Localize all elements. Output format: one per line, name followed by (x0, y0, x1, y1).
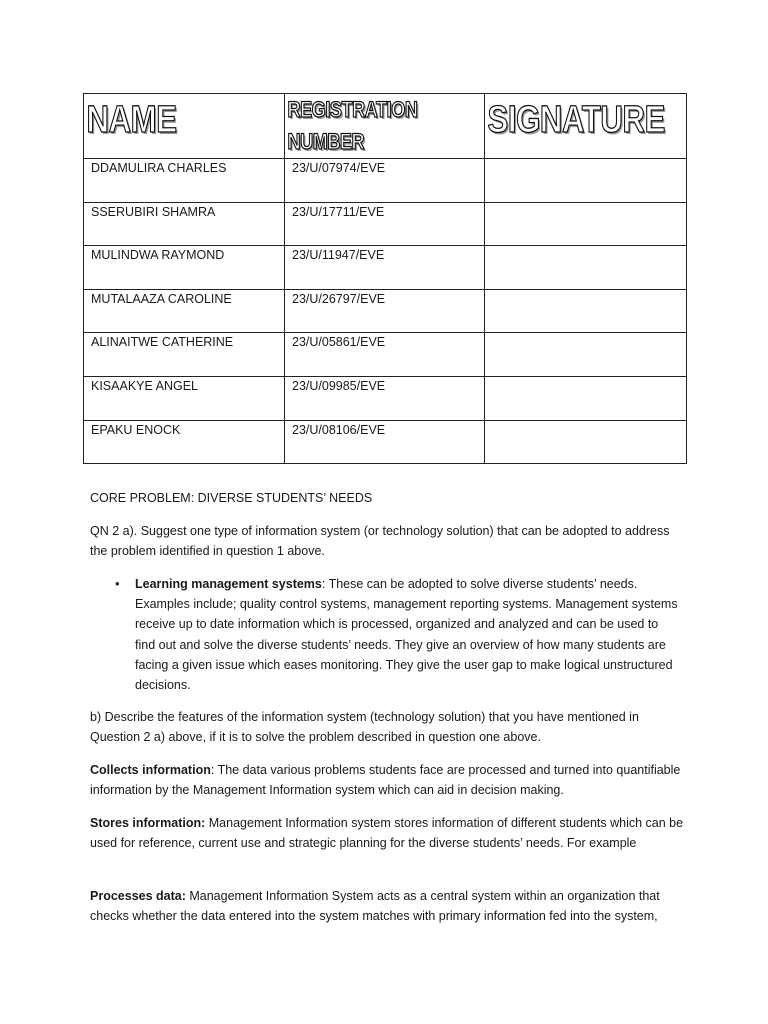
feature-description: Management Information System acts as a central system within an organization that checks whether the data entered into the system matches with primary information fed into the system, (90, 889, 660, 924)
signature-cell (485, 246, 686, 248)
header-name: NAME (86, 99, 177, 141)
feature-description: Management Information system stores information of different students which can be used for reference, current use and strategic planning for the diverse students’ needs. For example (90, 816, 684, 851)
table-row (84, 289, 687, 333)
header-registration-line2: NUMBER (287, 129, 365, 154)
registration-number: 23/U/11947/EVE (292, 248, 385, 263)
table-row (84, 333, 687, 377)
student-name: KISAAKYE ANGEL (91, 378, 198, 393)
table-row (84, 246, 687, 290)
table-row (84, 376, 687, 420)
registration-number: 23/U/05861/EVE (292, 335, 386, 350)
feature-term: Stores information: (90, 816, 206, 830)
bullet-term: Learning management systems (135, 577, 322, 591)
feature-stores-information (90, 813, 690, 853)
question-2a: QN 2 a). Suggest one type of information system (or technology solution) that can be adopted to address the problem identified in question 1 above. (90, 524, 670, 559)
table-row (84, 420, 687, 464)
table-header-row (84, 94, 687, 159)
question-2b: b) Describe the features of the information system (technology solution) that you have mentioned in Question 2 a) above, if it is to solve the problem described in question one above. (90, 710, 639, 745)
bullet-description: : These can be adopted to solve diverse students’ needs. Examples include; quality control systems, management reporting systems. Management systems receive up to date information which is processed, organized and analyzed and can be used to find out and solve the diverse students’ needs. They give an overview of how many students are facing a given issue which eases monitoring. They give the user gap to make logical unstructured decisions. (135, 577, 678, 693)
student-name: DDAMULIRA CHARLES (91, 161, 227, 175)
header-signature-cell (485, 94, 687, 159)
signature-cell (485, 421, 686, 423)
feature-term: Processes data: (90, 889, 186, 903)
feature-description: : The data various problems students face are processed and turned into quantifiable information by the Management Information system which can aid in decision making. (90, 763, 681, 798)
signature-cell (485, 333, 686, 335)
registration-number: 23/U/17711/EVE (292, 204, 385, 219)
signature-cell (485, 203, 686, 205)
student-name: SSERUBIRI SHAMRA (91, 204, 216, 219)
student-name: MULINDWA RAYMOND (91, 248, 225, 263)
signature-cell (485, 377, 686, 379)
bullet-dot: • (115, 576, 120, 591)
table-row (84, 159, 687, 203)
table-row (84, 202, 687, 246)
header-name-cell (84, 94, 285, 159)
core-problem-heading: CORE PROBLEM: DIVERSE STUDENTS’ NEEDS (90, 491, 373, 505)
registration-number: 23/U/07974/EVE (292, 161, 386, 175)
registration-number: 23/U/26797/EVE (292, 291, 386, 306)
signature-cell (485, 290, 686, 292)
header-signature: SIGNATURE (487, 99, 665, 141)
signature-cell (485, 159, 686, 161)
bullet-learning-management-systems (135, 574, 680, 695)
feature-collects-information (90, 760, 690, 800)
registration-number: 23/U/09985/EVE (292, 378, 386, 393)
student-name: ALINAITWE CATHERINE (91, 335, 234, 350)
feature-processes-data (90, 886, 690, 926)
student-name: EPAKU ENOCK (91, 422, 181, 437)
registration-number: 23/U/08106/EVE (292, 422, 386, 437)
header-registration-line1: REGISTRATION (287, 97, 418, 122)
header-registration-cell (285, 94, 485, 159)
registration-table (83, 93, 687, 464)
student-name: MUTALAAZA CAROLINE (91, 291, 232, 306)
feature-term: Collects information (90, 763, 211, 777)
